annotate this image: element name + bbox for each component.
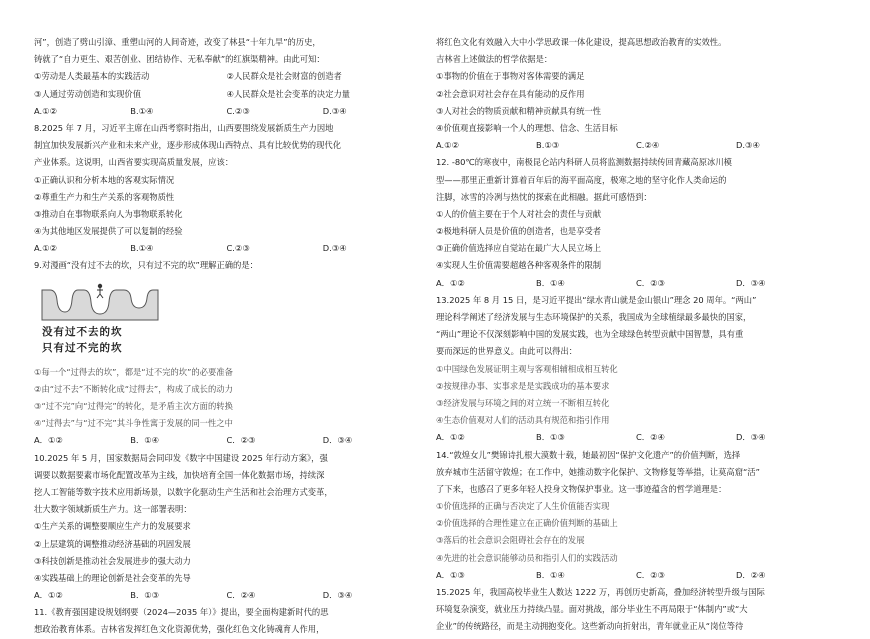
- option-a: A.①②: [34, 243, 58, 254]
- q12-stem-line: 注脚，冰雪的冷冽与热忱的探索在此相融。据此可感悟到：: [436, 191, 652, 202]
- option-b: B．①③: [536, 432, 565, 443]
- cartoon-caption: [42, 324, 123, 356]
- q7-items-row: [34, 86, 419, 103]
- q13-stem-line: “两山”理论不仅深刻影响中国的发展实践，也为全球绿色转型贡献中国智慧，具有重: [436, 329, 744, 340]
- statement: ①正确认识和分析本地的客观实际情况: [34, 174, 175, 185]
- q13-stem-line: 要而深远的世界意义。由此可以得出：: [436, 346, 578, 357]
- option-c: C.②③: [226, 243, 250, 254]
- option-a: A.①②: [436, 140, 460, 151]
- q10-stem-line: 挖人工智能等数字技术应用新场景，以数字化驱动生产生活和社会治理方式变革，: [34, 486, 333, 497]
- q9-stem-line: 9.对漫画“没有过不去的坎，只有过不完的坎”理解正确的是：: [34, 260, 258, 271]
- option-b: B．①③: [130, 590, 160, 601]
- q7-items-row: [34, 68, 419, 85]
- statement: ③人通过劳动创造和实现价值: [34, 88, 142, 99]
- q14-stem-line: 放弃城市生活留守敦煌；在工作中，她推动数字化保护、文物修复等举措，让莫高窟“活”: [436, 466, 760, 477]
- option-b: B.①④: [130, 105, 154, 116]
- q13-stem-line: 13.2025 年 8 月 15 日，是习近平提出“绿水青山就是金山银山”理念 20 周年。“两山”: [436, 294, 757, 305]
- q10-stem-line: 10.2025 年 5 月，国家数据局会同印发《数字中国建设 2025 年行动方案》，强: [34, 452, 328, 463]
- q10-options: [34, 587, 419, 604]
- q9-options: [34, 432, 419, 449]
- statement: ②上层建筑的调整推动经济基础的巩固发展: [34, 538, 191, 549]
- statement: ①事物的价值在于事物对客体需要的满足: [436, 71, 585, 82]
- option-b: B.①③: [536, 140, 560, 151]
- cartoon-caption-line: 只有过不完的坎: [42, 341, 123, 354]
- option-d: D．②④: [736, 569, 766, 580]
- statement: ④生态价值观对人们的活动具有规范和指引作用: [436, 415, 610, 426]
- statement: ①中国绿色发展证明主观与客观相辅相成相互转化: [436, 363, 618, 374]
- option-d: D.③④: [322, 105, 347, 116]
- statement: ④实践基础上的理论创新是社会变革的先导: [34, 572, 191, 583]
- right-column: [436, 34, 836, 636]
- q11-stem-line: 想政治教育体系。吉林省发挥红色文化资源优势，强化红色文化铸魂育人作用，: [34, 624, 325, 635]
- statement: ③经济发展与环境之间的对立统一不断相互转化: [436, 397, 610, 408]
- option-d: D．③④: [322, 435, 353, 446]
- q14-stem-line: 了下来，也感召了更多年轻人投身文物保护事业。这一事迹蕴含的哲学道理是：: [436, 483, 727, 494]
- q9-cartoon: [34, 278, 419, 364]
- option-d: D．③④: [322, 590, 353, 601]
- option-a: A．①②: [34, 590, 63, 601]
- statement: ②极地科研人员是价值的创造者，也是享受者: [436, 226, 602, 237]
- option-c: C．②③: [226, 435, 256, 446]
- option-d: D．③④: [736, 432, 766, 443]
- statement: ②社会意识对社会存在具有能动的反作用: [436, 88, 585, 99]
- statement: ①价值选择的正确与否决定了人生价值能否实现: [436, 501, 610, 512]
- statement: ④实现人生价值需要超越各种客观条件的限制: [436, 260, 602, 271]
- q13-stem-line: 理论科学阐述了经济发展与生态环境保护的关系，我国成为全球植绿最多最快的国家，: [436, 312, 752, 322]
- q12-stem-line: 12. -80℃的寒夜中，南极昆仑站内科研人员将监测数据持续传回青藏高原冰川模: [436, 157, 732, 168]
- option-c: C．②③: [636, 569, 665, 580]
- q8-stem-line: 8.2025 年 7 月，习近平主席在山西考察时指出，山西要围绕发展新质生产力因地: [34, 122, 334, 133]
- option-c: C.②④: [636, 140, 660, 151]
- statement: ②按规律办事、实事求是是实践成功的基本要求: [436, 380, 610, 391]
- option-b: B．①④: [536, 277, 565, 288]
- q15-stem-line: 环境复杂演变，就业压力持续凸显。面对挑战，部分毕业生不再局限于“体制内”或“大: [436, 604, 748, 615]
- statement: ④人民群众是社会变革的决定力量: [226, 88, 351, 99]
- q14-options: [436, 567, 836, 584]
- option-a: A.①②: [34, 105, 58, 116]
- statement: ④为其他地区发展提供了可以复制的经验: [34, 226, 183, 237]
- statement: ④先进的社会意识能够动员和指引人们的实践活动: [436, 552, 618, 563]
- q8-stem-line: 制宜加快发展新兴产业和未来产业，逐步形成体现山西特点、具有比较优势的现代化: [34, 140, 341, 151]
- q11-stem-line: 吉林省上述做法的哲学依据是：: [436, 54, 553, 65]
- q11-options: [436, 137, 836, 154]
- left-column: [34, 34, 419, 639]
- option-c: C．②③: [636, 277, 665, 288]
- option-c: C.②③: [226, 105, 250, 116]
- option-b: B．①④: [130, 435, 160, 446]
- statement: ④价值观直接影响一个人的理想、信念、生活目标: [436, 122, 618, 133]
- q11-stem-line: 将红色文化有效融入大中小学思政课一体化建设，提高思想政治教育的实效性。: [436, 37, 727, 47]
- option-a: A．①③: [436, 569, 465, 580]
- q8-stem-line: 产业体系。这说明，山西省要实现高质量发展，应该：: [34, 157, 234, 168]
- option-a: A．①②: [436, 432, 465, 443]
- statement: ③推动自在事物联系向人为事物联系转化: [34, 208, 183, 219]
- q12-options: [436, 275, 836, 292]
- statement: ④“过得去”与“过不完”其斗争性寓于发展的同一性之中: [34, 418, 233, 429]
- statement: ③正确价值选择应自觉站在最广大人民立场上: [436, 243, 602, 254]
- q8-options: [34, 240, 419, 257]
- q13-options: [436, 429, 836, 446]
- q6-continuation-line: 铸就了“自力更生、艰苦创业、团结协作、无私奉献”的红旗渠精神。由此可知：: [34, 54, 325, 65]
- option-a: A．①②: [436, 277, 465, 288]
- statement: ③科技创新是推动社会发展进步的强大动力: [34, 555, 191, 566]
- option-c: C．②④: [226, 590, 256, 601]
- q7-options: [34, 103, 419, 120]
- option-d: D.③④: [736, 140, 760, 151]
- statement: ③落后的社会意识会阻碍社会存在的发展: [436, 535, 585, 546]
- q15-stem-line: 企业”的传统路径，而是主动拥抱变化。这些新动向折射出，青年就业正从“岗位等待: [436, 621, 744, 632]
- q6-continuation-line: 河”，创造了劈山引漳、重塑山河的人间奇迹，改变了林县“十年九旱”的历史，: [34, 37, 321, 47]
- option-b: B.①④: [130, 243, 154, 254]
- statement: ①劳动是人类最基本的实践活动: [34, 71, 150, 82]
- q11-stem-line: 11.《教育强国建设规划纲要（2024—2035 年）》提出，要全面构建新时代的思: [34, 607, 329, 618]
- statement: ②人民群众是社会财富的创造者: [226, 71, 342, 82]
- option-d: D.③④: [322, 243, 347, 254]
- statement: ②价值选择的合理性建立在正确价值判断的基础上: [436, 518, 618, 529]
- statement: ③“过不完”向“过得完”的转化，是矛盾主次方面的转换: [34, 401, 233, 411]
- cartoon-caption-line: 没有过不去的坎: [42, 325, 123, 338]
- option-c: C．②④: [636, 432, 665, 443]
- q12-stem-line: 型——那里正重新计算着百年后的海平面高度，极寒之地的坚守化作人类命运的: [436, 174, 727, 185]
- q15-stem-line: 15.2025 年，我国高校毕业生人数达 1222 万，再创历史新高，叠加经济转型升级与国际: [436, 587, 765, 597]
- q14-stem-line: 14.“敦煌女儿”樊锦诗扎根大漠数十载，她最初因“保护文化遗产”的价值判断，选择: [436, 449, 741, 460]
- q10-stem-line: 调要以数据要素市场化配置改革为主线，加快培育全国一体化数据市场，持续深: [34, 469, 325, 480]
- option-b: B．①④: [536, 569, 565, 580]
- statement: ②由“过不去”不断转化成“过得去”，构成了成长的动力: [34, 383, 233, 394]
- option-d: D．③④: [736, 277, 766, 288]
- statement: ①每一个“过得去的坎”，都是“过不完的坎”的必要准备: [34, 366, 233, 377]
- q10-stem-line: 壮大数字领域新质生产力。这一部署表明：: [34, 504, 192, 515]
- statement: ①人的价值主要在于个人对社会的责任与贡献: [436, 208, 602, 219]
- option-a: A．①②: [34, 435, 63, 446]
- statement: ①生产关系的调整要顺应生产力的发展要求: [34, 521, 191, 532]
- bumpy-road-illustration: [40, 278, 160, 322]
- statement: ②尊重生产力和生产关系的客观物质性: [34, 191, 175, 202]
- statement: ③人对社会的物质贡献和精神贡献具有统一性: [436, 105, 602, 116]
